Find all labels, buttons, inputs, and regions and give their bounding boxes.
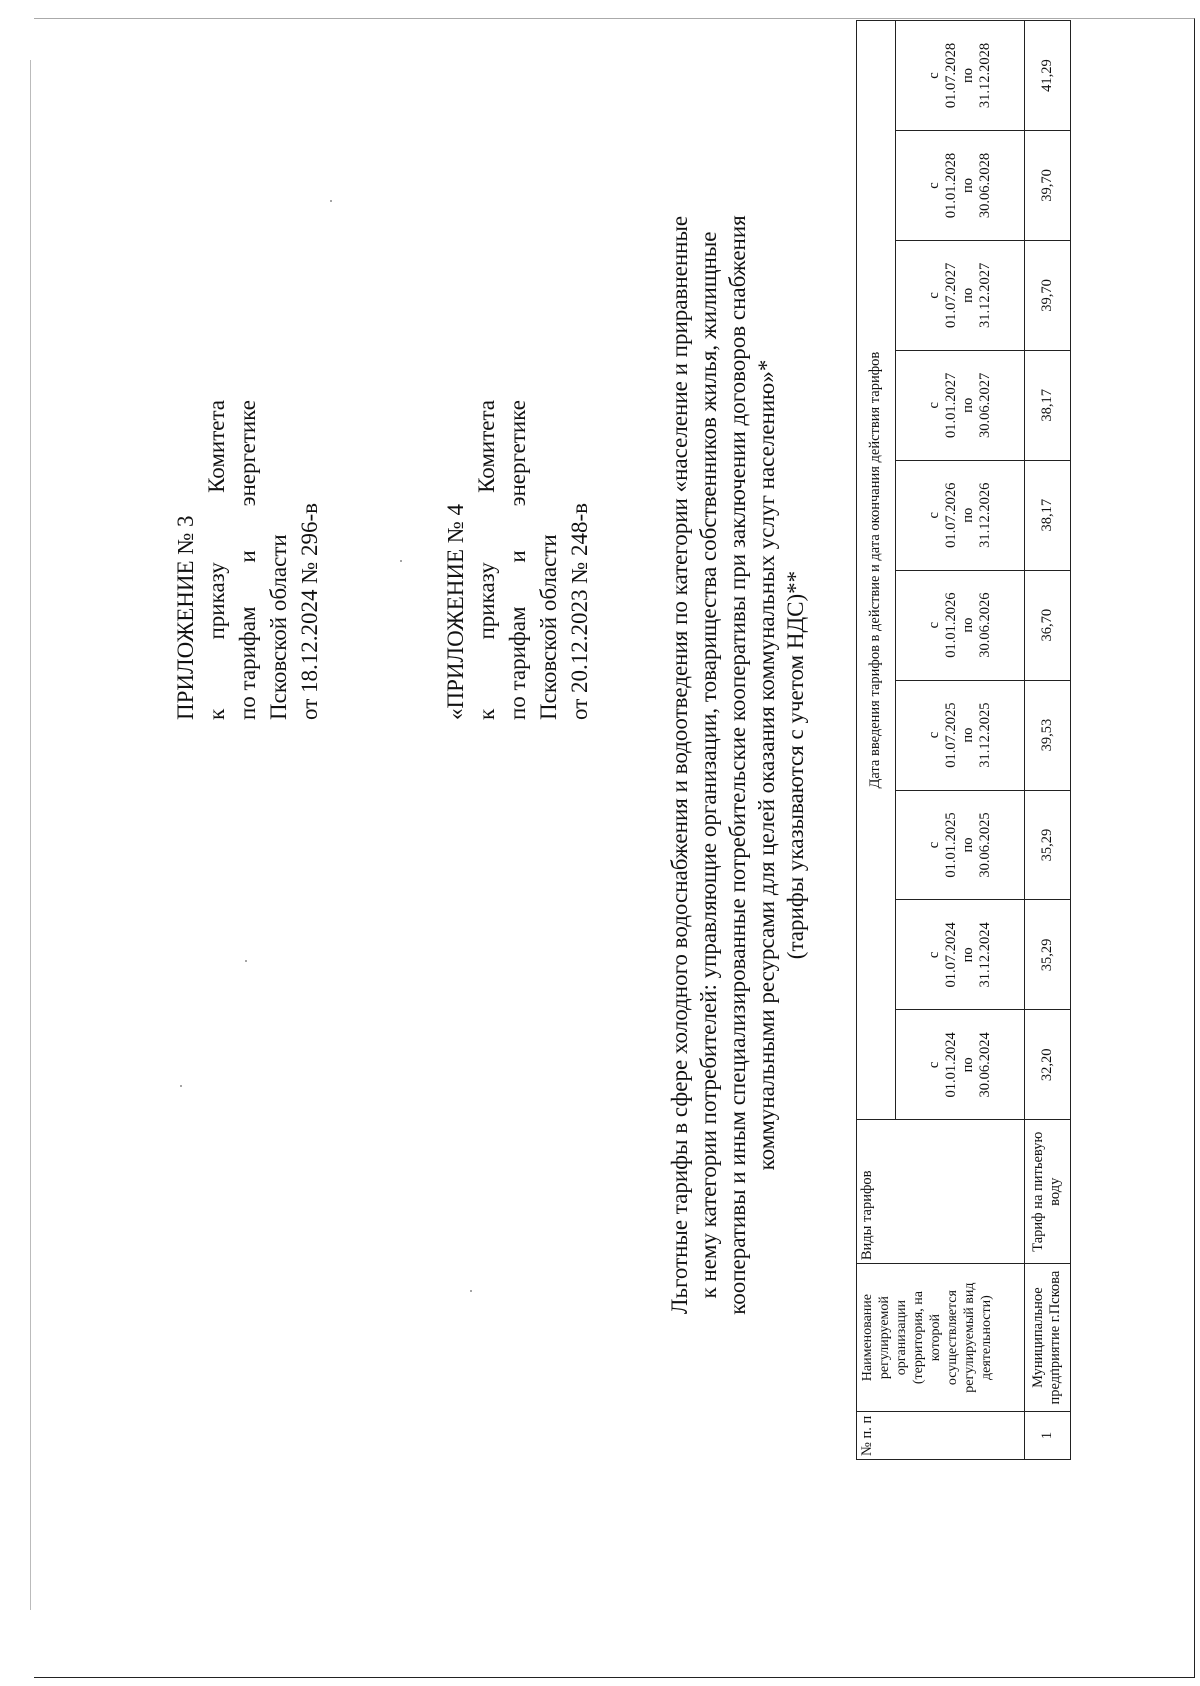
period-po: по — [959, 397, 976, 413]
period-c: с — [925, 72, 942, 79]
period-cell — [895, 790, 1024, 900]
appendix-4-title: «ПРИЛОЖЕНИЕ № 4 — [443, 503, 468, 720]
document-title-line: (тарифы указываются с учетом НДС)** — [783, 570, 808, 960]
period-cell — [895, 1010, 1024, 1120]
period-to: 30.06.2028 — [976, 152, 993, 219]
tariff-value-cell: 39,70 — [1024, 131, 1070, 241]
period-po: по — [959, 947, 976, 963]
tariff-value-cell: 39,53 — [1024, 680, 1070, 790]
period-c: с — [925, 1061, 942, 1069]
period-from: 01.07.2028 — [942, 42, 959, 109]
period-from: 01.01.2026 — [942, 592, 959, 658]
period-cell — [895, 570, 1024, 680]
period-c: с — [925, 182, 942, 189]
period-c: с — [925, 951, 942, 959]
period-po: по — [959, 507, 976, 523]
period-po: по — [959, 1057, 976, 1073]
period-cell — [895, 131, 1024, 241]
tariff-value-cell: 39,70 — [1024, 240, 1070, 350]
tariff-table — [856, 20, 1071, 1460]
period-cell — [895, 680, 1024, 790]
period-c: с — [925, 621, 942, 629]
document-title-line: коммунальными ресурсами для целей оказания коммунальных услуг населению»* — [754, 359, 779, 1171]
period-from: 01.07.2025 — [942, 702, 959, 768]
tariff-value-cell: 38,17 — [1024, 350, 1070, 460]
appendix-4-word: по тарифам — [505, 606, 530, 720]
appendix-3-line3: Псковской области — [266, 534, 291, 720]
appendix-4-block — [440, 400, 595, 720]
period-po: по — [959, 68, 976, 84]
header-number: № п. п — [857, 1412, 1025, 1460]
period-cell — [895, 460, 1024, 570]
row-organization: Муниципальное предприятие г.Пскова — [1024, 1264, 1070, 1412]
header-organization: Наименование регулируемой организации (территория, на которой осуществляется регулируемый вид деятельности) — [857, 1264, 1025, 1412]
appendix-3-line1 — [201, 400, 232, 720]
period-cell — [895, 900, 1024, 1010]
period-c: с — [925, 292, 942, 299]
period-from: 01.01.2027 — [942, 372, 959, 438]
appendix-4-word: к — [474, 708, 499, 720]
appendix-3-word: по тарифам — [235, 606, 260, 720]
appendix-3-title: ПРИЛОЖЕНИЕ № 3 — [173, 515, 198, 720]
tariff-value-cell: 32,20 — [1024, 1010, 1070, 1120]
appendix-4-word: и — [505, 550, 530, 563]
period-c: с — [925, 512, 942, 519]
appendix-3-word: энергетике — [235, 400, 260, 507]
tariff-value-cell: 36,70 — [1024, 570, 1070, 680]
appendix-4-word: приказу — [474, 562, 499, 640]
header-dates: Дата введения тарифов в действие и дата окончания действия тарифов — [857, 21, 896, 1120]
period-to: 30.06.2024 — [976, 1032, 993, 1098]
period-po: по — [959, 727, 976, 743]
period-po: по — [959, 837, 976, 853]
appendix-3-word: Комитета — [204, 400, 229, 493]
period-to: 31.12.2024 — [976, 922, 993, 988]
rotated-page-content — [30, 20, 1090, 1610]
appendix-4-line4: от 20.12.2023 № 248-в — [567, 503, 592, 720]
period-to: 31.12.2028 — [976, 42, 993, 109]
appendix-4-line2 — [502, 400, 533, 720]
period-c: с — [925, 841, 942, 849]
appendix-3-line4: от 18.12.2024 № 296-в — [297, 503, 322, 720]
table-header-row — [857, 21, 896, 1460]
row-number: 1 — [1024, 1412, 1070, 1460]
period-from: 01.07.2026 — [942, 482, 959, 548]
appendix-3-block — [170, 400, 325, 720]
period-po: по — [959, 617, 976, 633]
appendix-3-word: приказу — [204, 562, 229, 640]
appendix-3-line2 — [232, 400, 263, 720]
tariff-value-cell: 38,17 — [1024, 460, 1070, 570]
appendix-4-line3: Псковской области — [536, 534, 561, 720]
period-from: 01.07.2027 — [942, 262, 959, 329]
period-to: 31.12.2027 — [976, 262, 993, 329]
period-cell — [895, 240, 1024, 350]
table-row — [1024, 21, 1070, 1460]
appendix-3-word: и — [235, 550, 260, 563]
tariff-value-cell: 35,29 — [1024, 900, 1070, 1010]
tariff-value-cell: 41,29 — [1024, 21, 1070, 131]
tariff-value-cell: 35,29 — [1024, 790, 1070, 900]
row-tariff-type: Тариф на питьевую воду — [1024, 1120, 1070, 1264]
document-title — [665, 20, 810, 1510]
period-to: 30.06.2027 — [976, 372, 993, 438]
header-tariff-type: Виды тарифов — [857, 1120, 1025, 1264]
period-from: 01.01.2028 — [942, 152, 959, 219]
appendix-4-word: Комитета — [474, 400, 499, 493]
appendix-3-word: к — [204, 708, 229, 720]
period-c: с — [925, 402, 942, 409]
period-to: 31.12.2026 — [976, 482, 993, 548]
document-title-line: Льготные тарифы в сфере холодного водоснабжения и водоотведения по категории «население и приравненные — [667, 215, 692, 1315]
period-to: 30.06.2026 — [976, 592, 993, 658]
period-c: с — [925, 731, 942, 739]
appendix-4-line1 — [471, 400, 502, 720]
document-title-line: кооперативы и иным специализированные потребительские кооперативы при заключении договоров снабжения — [725, 215, 750, 1315]
appendix-4-word: энергетике — [505, 400, 530, 507]
period-from: 01.07.2024 — [942, 922, 959, 988]
period-to: 30.06.2025 — [976, 812, 993, 878]
period-from: 01.01.2025 — [942, 812, 959, 878]
period-from: 01.01.2024 — [942, 1032, 959, 1098]
period-cell — [895, 21, 1024, 131]
period-po: по — [959, 177, 976, 193]
period-cell — [895, 350, 1024, 460]
period-po: по — [959, 287, 976, 303]
document-title-line: к нему категории потребителей: управляющие организации, товарищества собственников жилья, жилищные — [696, 231, 721, 1299]
period-to: 31.12.2025 — [976, 702, 993, 768]
